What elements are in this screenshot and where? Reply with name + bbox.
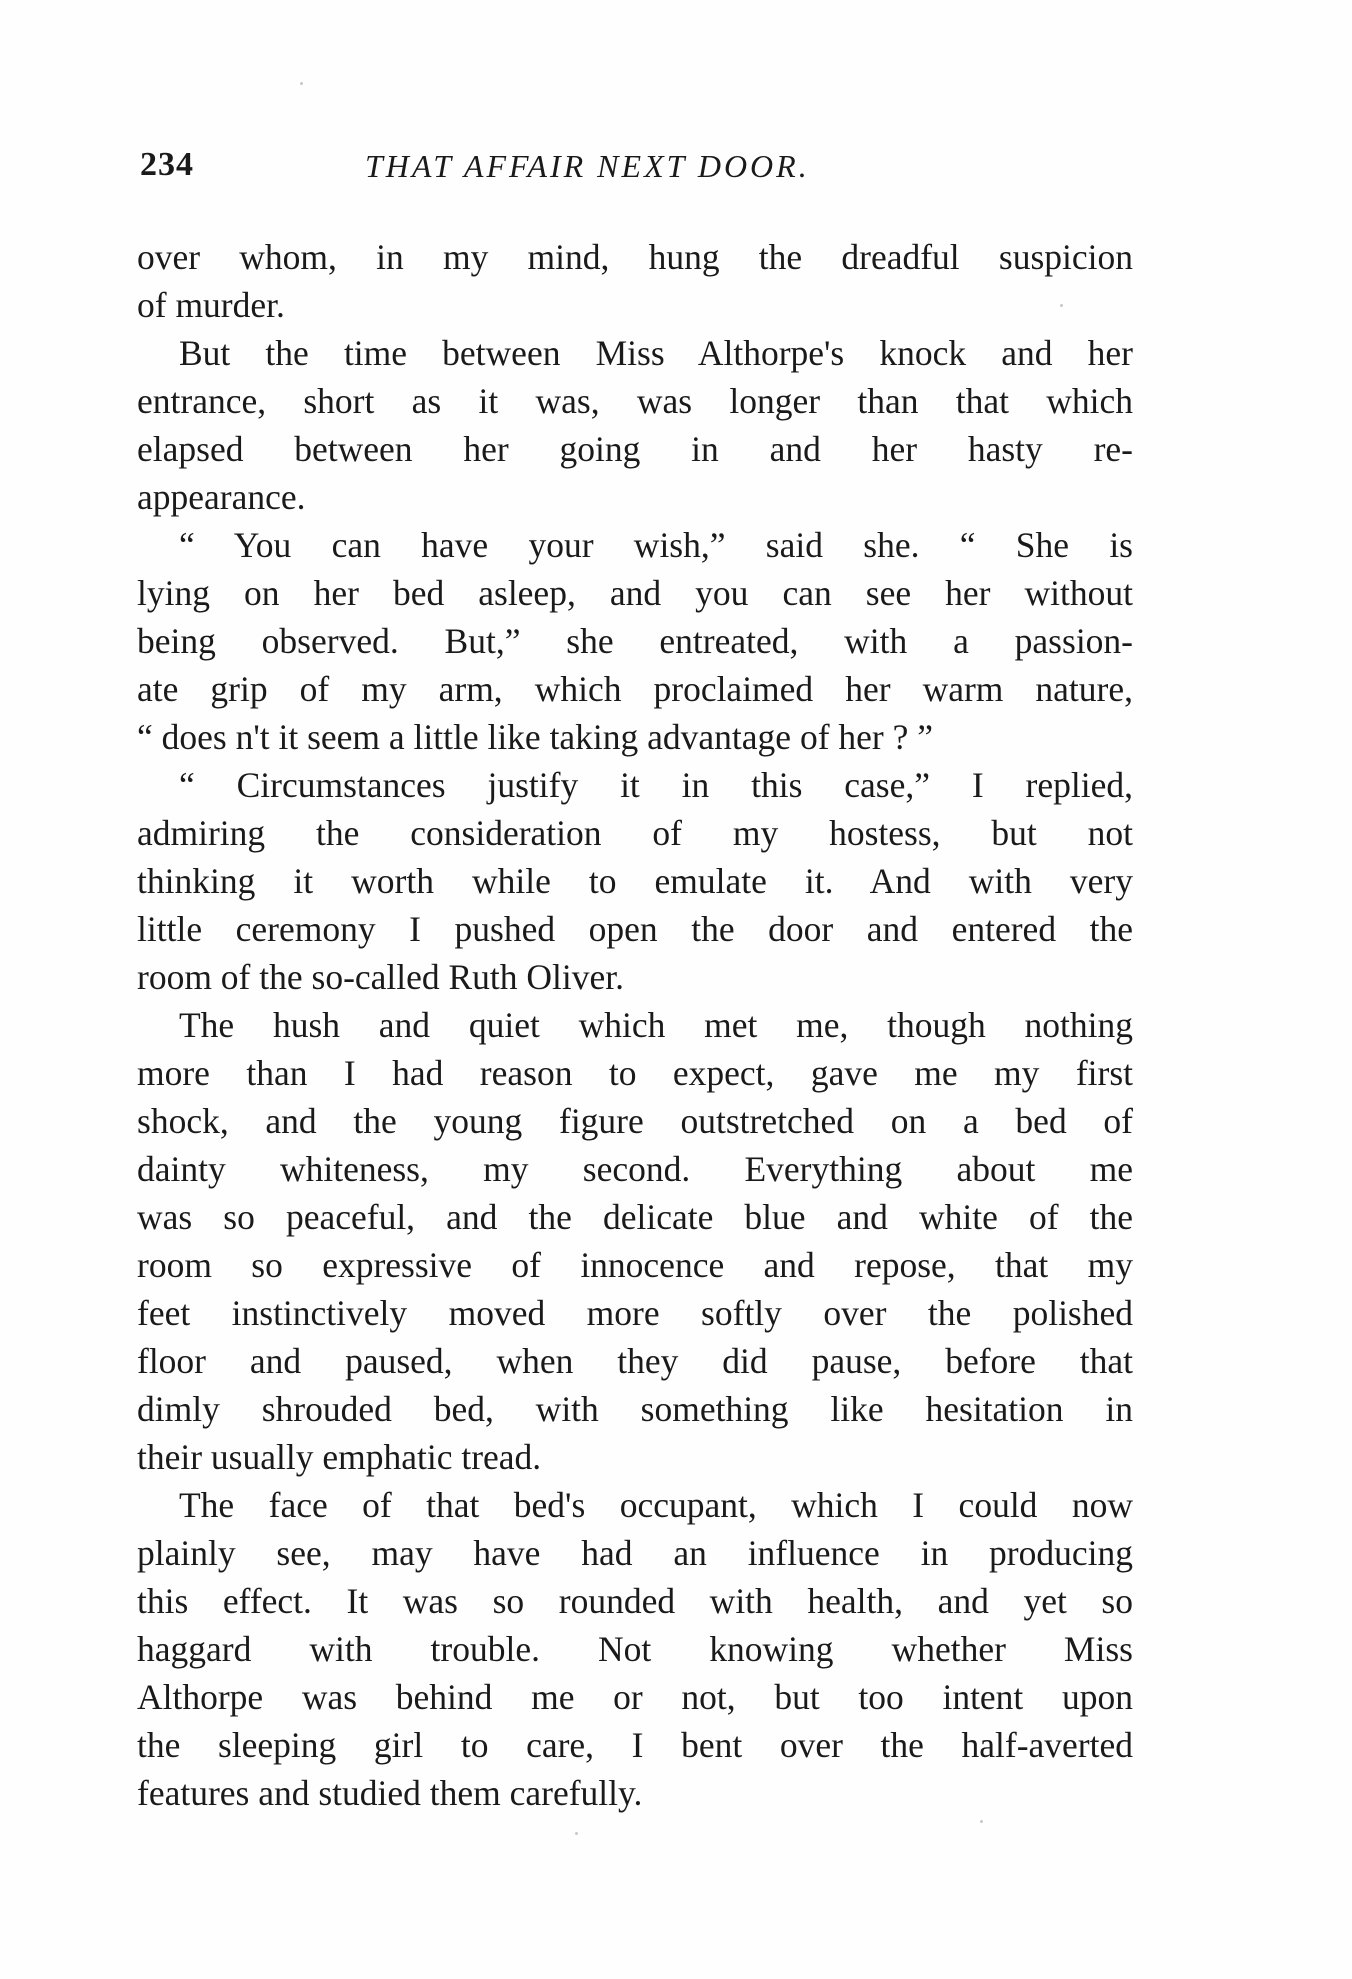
text-line: haggard with trouble. Not knowing whether Miss	[137, 1629, 1133, 1669]
text-line: feet instinctively moved more softly over the polished	[137, 1293, 1133, 1333]
text-line: dimly shrouded bed, with something like hesitation in	[137, 1389, 1133, 1429]
paper-speck	[1060, 304, 1063, 307]
text-line: plainly see, may have had an influence in producing	[137, 1533, 1133, 1573]
text-line: The hush and quiet which met me, though nothing	[179, 1005, 1133, 1045]
paper-speck	[575, 1832, 578, 1835]
text-line: admiring the consideration of my hostess, but not	[137, 813, 1133, 853]
text-line: was so peaceful, and the delicate blue and white of the	[137, 1197, 1133, 1237]
text-line: Althorpe was behind me or not, but too intent upon	[137, 1677, 1133, 1717]
text-line: room so expressive of innocence and repose, that my	[137, 1245, 1133, 1285]
text-line: this effect. It was so rounded with health, and yet so	[137, 1581, 1133, 1621]
text-line: of murder.	[137, 285, 285, 325]
text-line: the sleeping girl to care, I bent over the half-averted	[137, 1725, 1133, 1765]
text-line: floor and paused, when they did pause, before that	[137, 1341, 1133, 1381]
text-line: being observed. But,” she entreated, with a passion-	[137, 621, 1133, 661]
text-line: room of the so-called Ruth Oliver.	[137, 957, 625, 997]
text-line: elapsed between her going in and her hasty re-	[137, 429, 1133, 469]
text-line: features and studied them carefully.	[137, 1773, 643, 1813]
text-line: thinking it worth while to emulate it. And with very	[137, 861, 1133, 901]
text-line: dainty whiteness, my second. Everything about me	[137, 1149, 1133, 1189]
body-text	[137, 233, 1133, 1817]
paper-speck	[300, 82, 303, 85]
page-header	[140, 146, 1140, 196]
running-title: THAT AFFAIR NEXT DOOR.	[365, 148, 810, 184]
text-line: shock, and the young figure outstretched on a bed of	[137, 1101, 1133, 1141]
paper-speck	[980, 1820, 983, 1823]
page-number: 234	[140, 146, 194, 183]
text-line: ate grip of my arm, which proclaimed her warm nature,	[137, 669, 1133, 709]
text-line: little ceremony I pushed open the door and entered the	[137, 909, 1133, 949]
text-line: “ Circumstances justify it in this case,” I replied,	[179, 765, 1133, 805]
text-line: more than I had reason to expect, gave me my first	[137, 1053, 1133, 1093]
text-line: appearance.	[137, 477, 306, 517]
text-line: “ does n't it seem a little like taking advantage of her ? ”	[137, 717, 933, 757]
text-line: But the time between Miss Althorpe's knock and her	[179, 333, 1133, 373]
text-line: over whom, in my mind, hung the dreadful suspicion	[137, 237, 1133, 277]
text-line: The face of that bed's occupant, which I could now	[179, 1485, 1133, 1525]
text-line: lying on her bed asleep, and you can see her without	[137, 573, 1133, 613]
text-line: “ You can have your wish,” said she. “ She is	[179, 525, 1133, 565]
text-line: their usually emphatic tread.	[137, 1437, 542, 1477]
text-line: entrance, short as it was, was longer than that which	[137, 381, 1133, 421]
